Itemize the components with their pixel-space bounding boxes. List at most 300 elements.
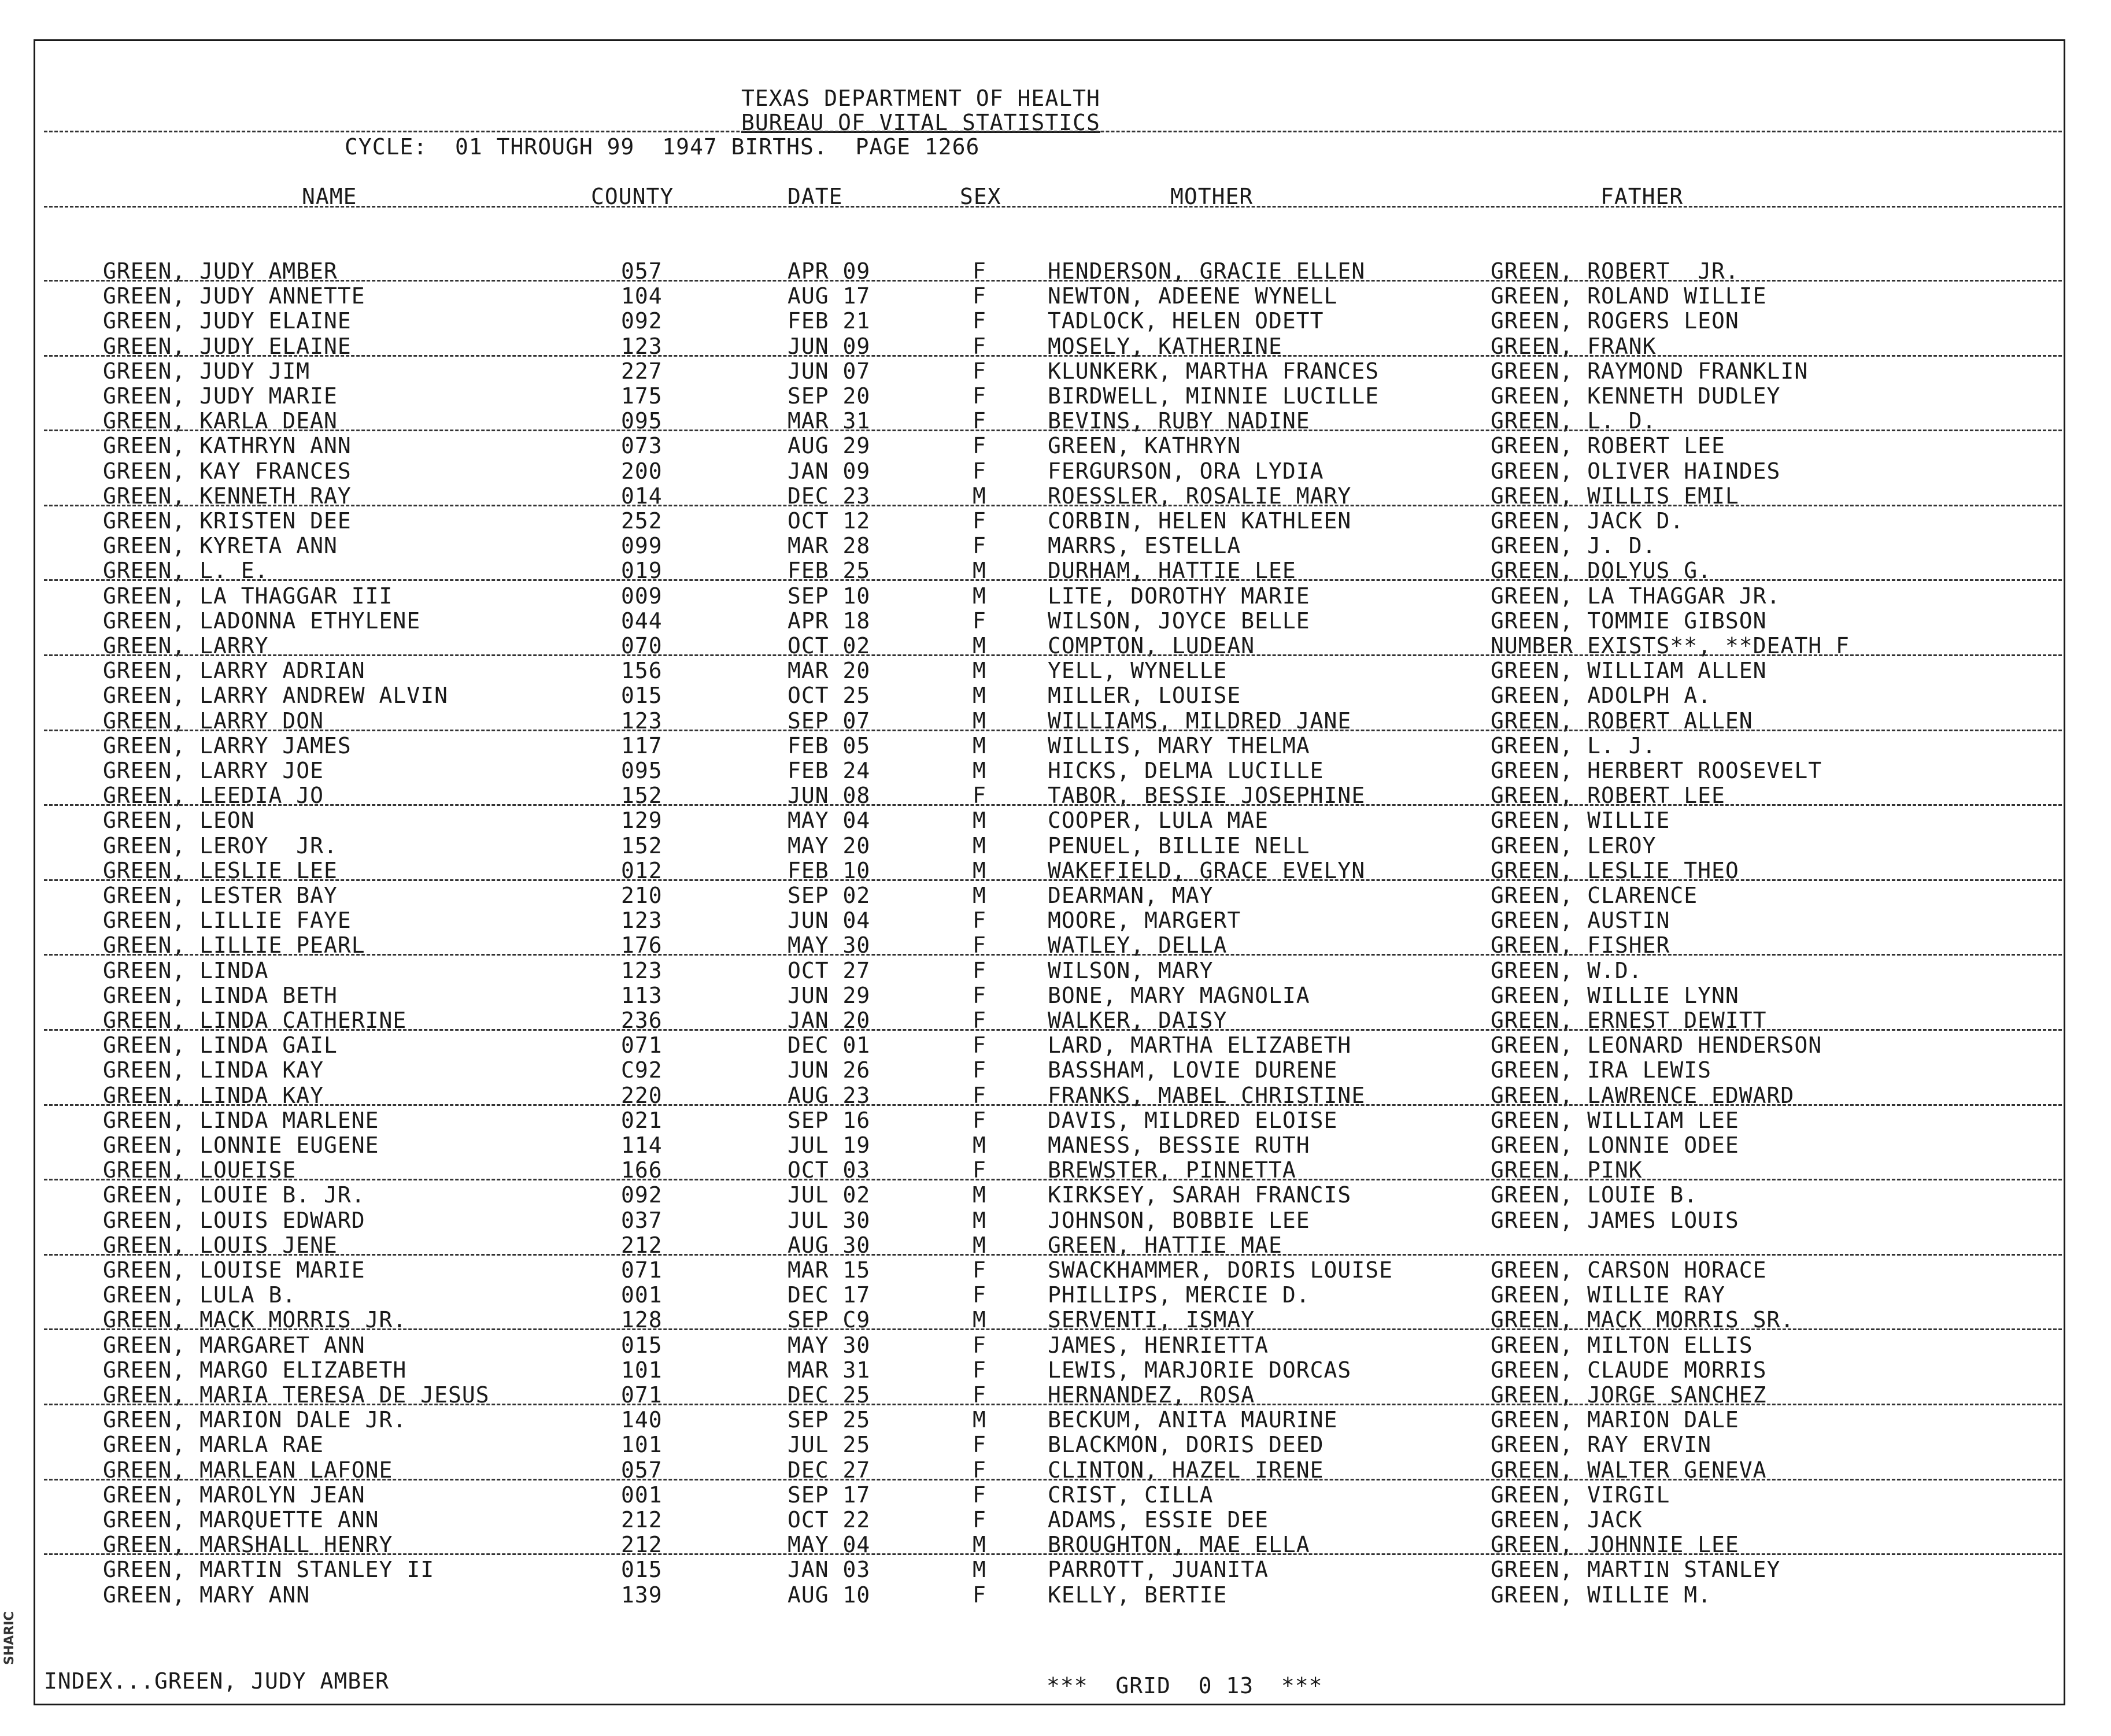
row-rule (44, 579, 2062, 581)
record-mother: MILLER, LOUISE (1048, 683, 1241, 709)
col-name-header: NAME (302, 184, 357, 209)
record-name: GREEN, LESLIE LEE (103, 857, 338, 883)
record-mother: SWACKHAMMER, DORIS LOUISE (1048, 1257, 1393, 1283)
record-date: MAR 20 (788, 658, 871, 684)
record-row (0, 808, 2111, 833)
record-mother: WILSON, MARY (1048, 957, 1214, 983)
record-name: GREEN, LINDA KAY (103, 1057, 324, 1083)
record-father: GREEN, IRA LEWIS (1491, 1057, 1712, 1083)
record-date: JUN 26 (788, 1057, 871, 1083)
record-county: 070 (621, 633, 663, 658)
record-county: 123 (621, 708, 663, 734)
record-sex: M (973, 1182, 986, 1208)
record-sex: F (973, 908, 986, 934)
record-date: OCT 22 (788, 1507, 871, 1533)
record-county: 166 (621, 1157, 663, 1183)
record-date: DEC 17 (788, 1282, 871, 1308)
record-sex: F (973, 1357, 986, 1383)
record-father: GREEN, LESLIE THEO (1491, 857, 1739, 883)
record-name: GREEN, MARY ANN (103, 1582, 310, 1608)
record-father: GREEN, ROBERT LEE (1491, 433, 1725, 459)
record-county: 212 (621, 1232, 663, 1258)
row-rule (44, 654, 2062, 656)
record-father: GREEN, WILLIE RAY (1491, 1282, 1725, 1308)
record-date: SEP 02 (788, 883, 871, 908)
record-sex: F (973, 1107, 986, 1133)
record-name: GREEN, KRISTEN DEE (103, 508, 352, 534)
row-rule (44, 1553, 2062, 1555)
record-mother: BROUGHTON, MAE ELLA (1048, 1532, 1310, 1558)
record-father: GREEN, MILTON ELLIS (1491, 1332, 1753, 1358)
record-row (0, 384, 2111, 409)
record-county: 057 (621, 258, 663, 284)
record-date: AUG 17 (788, 283, 871, 309)
record-father: GREEN, J. D. (1491, 533, 1657, 559)
record-mother: HERNANDEZ, ROSA (1048, 1382, 1255, 1408)
record-mother: KIRKSEY, SARAH FRANCIS (1048, 1182, 1352, 1208)
record-father: GREEN, LOUIE B. (1491, 1182, 1698, 1208)
record-county: 073 (621, 433, 663, 459)
record-mother: SERVENTI, ISMAY (1048, 1307, 1255, 1333)
row-rule (44, 1029, 2062, 1031)
record-sex: F (973, 1057, 986, 1083)
row-rule (44, 730, 2062, 731)
record-date: SEP 10 (788, 583, 871, 609)
record-mother: KLUNKERK, MARTHA FRANCES (1048, 358, 1380, 384)
record-father: GREEN, ROBERT JR. (1491, 258, 1739, 284)
record-row (0, 1133, 2111, 1158)
record-sex: M (973, 1207, 986, 1233)
record-name: GREEN, MARION DALE JR. (103, 1407, 407, 1433)
record-sex: F (973, 283, 986, 309)
record-father: GREEN, WALTER GENEVA (1491, 1457, 1767, 1483)
record-father: GREEN, MARION DALE (1491, 1407, 1739, 1433)
record-father: GREEN, LAWRENCE EDWARD (1491, 1082, 1795, 1108)
record-sex: F (973, 957, 986, 983)
record-father: GREEN, W.D. (1491, 957, 1643, 983)
record-father: GREEN, HERBERT ROOSEVELT (1491, 758, 1822, 783)
record-county: 092 (621, 1182, 663, 1208)
record-county: 071 (621, 1382, 663, 1408)
record-sex: F (973, 508, 986, 534)
header-line2: BUREAU OF VITAL STATISTICS (741, 110, 1100, 135)
record-date: AUG 29 (788, 433, 871, 459)
record-county: 152 (621, 783, 663, 809)
record-date: MAY 04 (788, 1532, 871, 1558)
record-name: GREEN, LINDA (103, 957, 269, 983)
record-mother: GREEN, HATTIE MAE (1048, 1232, 1282, 1258)
record-county: 071 (621, 1257, 663, 1283)
record-row (0, 908, 2111, 933)
record-name: GREEN, KARLA DEAN (103, 408, 338, 434)
record-county: 236 (621, 1008, 663, 1033)
record-sex: F (973, 1457, 986, 1483)
record-mother: NEWTON, ADEENE WYNELL (1048, 283, 1338, 309)
record-row (0, 1033, 2111, 1058)
record-sex: M (973, 683, 986, 709)
record-name: GREEN, LARRY DON (103, 708, 324, 734)
record-county: 156 (621, 658, 663, 684)
record-father: GREEN, JOHNNIE LEE (1491, 1532, 1739, 1558)
record-mother: COMPTON, LUDEAN (1048, 633, 1255, 658)
record-county: 101 (621, 1432, 663, 1458)
record-date: JUN 08 (788, 783, 871, 809)
record-date: MAY 04 (788, 808, 871, 834)
record-date: MAY 20 (788, 832, 871, 858)
record-county: 220 (621, 1082, 663, 1108)
record-father: NUMBER EXISTS**, **DEATH F (1491, 633, 1850, 658)
record-date: APR 18 (788, 608, 871, 634)
record-father: GREEN, L. J. (1491, 732, 1657, 758)
record-father: GREEN, VIRGIL (1491, 1482, 1670, 1508)
record-father: GREEN, WILLIAM ALLEN (1491, 658, 1767, 684)
record-sex: F (973, 1032, 986, 1058)
record-date: SEP 25 (788, 1407, 871, 1433)
record-row (0, 883, 2111, 908)
record-county: 019 (621, 558, 663, 584)
record-father: GREEN, DOLYUS G. (1491, 558, 1712, 584)
record-row (0, 683, 2111, 708)
record-sex: F (973, 1332, 986, 1358)
record-sex: F (973, 1257, 986, 1283)
row-rule (44, 1328, 2062, 1330)
record-county: C92 (621, 1057, 663, 1083)
record-mother: BLACKMON, DORIS DEED (1048, 1432, 1324, 1458)
record-county: 114 (621, 1132, 663, 1158)
record-date: JUL 02 (788, 1182, 871, 1208)
record-father: GREEN, FRANK (1491, 333, 1657, 359)
record-name: GREEN, LEON (103, 808, 255, 834)
row-rule (44, 355, 2062, 357)
record-sex: F (973, 458, 986, 484)
record-name: GREEN, MARGO ELIZABETH (103, 1357, 407, 1383)
record-date: FEB 10 (788, 857, 871, 883)
record-county: 001 (621, 1282, 663, 1308)
record-row (0, 1483, 2111, 1508)
record-name: GREEN, LARRY JOE (103, 758, 324, 783)
record-name: GREEN, LADONNA ETHYLENE (103, 608, 421, 634)
record-mother: HICKS, DELMA LUCILLE (1048, 758, 1324, 783)
record-date: DEC 23 (788, 483, 871, 509)
record-sex: M (973, 732, 986, 758)
record-name: GREEN, MACK MORRIS JR. (103, 1307, 407, 1333)
col-mother-header: MOTHER (1170, 184, 1254, 209)
record-county: 123 (621, 333, 663, 359)
record-county: 212 (621, 1507, 663, 1533)
record-mother: BECKUM, ANITA MAURINE (1048, 1407, 1338, 1433)
record-row (0, 309, 2111, 334)
record-row (0, 1333, 2111, 1358)
record-name: GREEN, LOUIS JENE (103, 1232, 338, 1258)
record-mother: BEVINS, RUBY NADINE (1048, 408, 1310, 434)
record-mother: BIRDWELL, MINNIE LUCILLE (1048, 383, 1380, 409)
record-county: 175 (621, 383, 663, 409)
record-sex: F (973, 358, 986, 384)
side-tag: SHARIC (2, 1611, 17, 1665)
record-father: GREEN, LA THAGGAR JR. (1491, 583, 1781, 609)
record-mother: FERGURSON, ORA LYDIA (1048, 458, 1324, 484)
record-name: GREEN, JUDY MARIE (103, 383, 338, 409)
record-sex: F (973, 408, 986, 434)
record-name: GREEN, JUDY AMBER (103, 258, 338, 284)
record-date: OCT 25 (788, 683, 871, 709)
record-date: MAY 30 (788, 1332, 871, 1358)
record-date: JUN 04 (788, 908, 871, 934)
record-name: GREEN, MAROLYN JEAN (103, 1482, 365, 1508)
record-date: JUL 19 (788, 1132, 871, 1158)
record-father: GREEN, WILLIE M. (1491, 1582, 1712, 1608)
record-county: 117 (621, 732, 663, 758)
record-name: GREEN, LARRY JAMES (103, 732, 352, 758)
record-county: 095 (621, 408, 663, 434)
record-row (0, 758, 2111, 783)
record-father: GREEN, CARSON HORACE (1491, 1257, 1767, 1283)
record-mother: TABOR, BESSIE JOSEPHINE (1048, 783, 1366, 809)
record-father: GREEN, MACK MORRIS SR. (1491, 1307, 1795, 1333)
record-mother: DURHAM, HATTIE LEE (1048, 558, 1296, 584)
record-county: 210 (621, 883, 663, 908)
record-mother: WAKEFIELD, GRACE EVELYN (1048, 857, 1366, 883)
record-date: MAR 15 (788, 1257, 871, 1283)
record-row (0, 509, 2111, 534)
record-row (0, 1208, 2111, 1233)
record-mother: MOORE, MARGERT (1048, 908, 1241, 934)
record-date: JAN 09 (788, 458, 871, 484)
record-name: GREEN, MARGARET ANN (103, 1332, 365, 1358)
record-sex: M (973, 583, 986, 609)
record-county: 099 (621, 533, 663, 559)
record-father: GREEN, WILLIE LYNN (1491, 982, 1739, 1008)
record-sex: F (973, 783, 986, 809)
record-row (0, 658, 2111, 683)
record-name: GREEN, MARLEAN LAFONE (103, 1457, 393, 1483)
record-date: AUG 23 (788, 1082, 871, 1108)
record-name: GREEN, KYRETA ANN (103, 533, 338, 559)
record-sex: F (973, 258, 986, 284)
record-sex: M (973, 1407, 986, 1433)
record-county: 113 (621, 982, 663, 1008)
record-mother: BASSHAM, LOVIE DURENE (1048, 1057, 1338, 1083)
record-name: GREEN, LINDA MARLENE (103, 1107, 379, 1133)
record-county: 057 (621, 1457, 663, 1483)
record-sex: M (973, 708, 986, 734)
col-sex-header: SEX (960, 184, 1001, 209)
record-sex: M (973, 558, 986, 584)
record-date: OCT 02 (788, 633, 871, 658)
record-date: SEP 17 (788, 1482, 871, 1508)
record-date: SEP 20 (788, 383, 871, 409)
record-date: MAY 30 (788, 932, 871, 958)
record-father: GREEN, WILLIAM LEE (1491, 1107, 1739, 1133)
row-rule (44, 505, 2062, 506)
record-date: OCT 03 (788, 1157, 871, 1183)
record-date: JAN 20 (788, 1008, 871, 1033)
record-county: 044 (621, 608, 663, 634)
record-name: GREEN, LILLIE FAYE (103, 908, 352, 934)
record-name: GREEN, LOUIE B. JR. (103, 1182, 365, 1208)
footer-index: INDEX...GREEN, JUDY AMBER (44, 1668, 389, 1694)
record-date: JUN 29 (788, 982, 871, 1008)
record-date: JUN 09 (788, 333, 871, 359)
record-mother: GREEN, KATHRYN (1048, 433, 1241, 459)
record-sex: M (973, 1532, 986, 1558)
record-father: GREEN, AUSTIN (1491, 908, 1670, 934)
record-date: FEB 21 (788, 308, 871, 334)
record-row (0, 834, 2111, 858)
record-mother: HENDERSON, GRACIE ELLEN (1048, 258, 1366, 284)
record-mother: YELL, WYNELLE (1048, 658, 1228, 684)
record-name: GREEN, JUDY ELAINE (103, 308, 352, 334)
record-father: GREEN, ERNEST DEWITT (1491, 1008, 1767, 1033)
record-sex: F (973, 1432, 986, 1458)
record-father: GREEN, JACK D. (1491, 508, 1684, 534)
record-row (0, 1408, 2111, 1433)
row-rule (44, 804, 2062, 806)
record-sex: M (973, 658, 986, 684)
record-date: AUG 30 (788, 1232, 871, 1258)
record-father: GREEN, LEONARD HENDERSON (1491, 1032, 1822, 1058)
record-sex: M (973, 1557, 986, 1583)
record-date: JUL 30 (788, 1207, 871, 1233)
record-date: DEC 27 (788, 1457, 871, 1483)
record-mother: WILLIS, MARY THELMA (1048, 732, 1310, 758)
record-father: GREEN, FISHER (1491, 932, 1670, 958)
record-mother: WATLEY, DELLA (1048, 932, 1228, 958)
record-county: 128 (621, 1307, 663, 1333)
record-mother: MARRS, ESTELLA (1048, 533, 1241, 559)
row-rule (44, 1254, 2062, 1256)
record-name: GREEN, JUDY ELAINE (103, 333, 352, 359)
record-father: GREEN, ROBERT LEE (1491, 783, 1725, 809)
record-date: OCT 12 (788, 508, 871, 534)
record-county: 104 (621, 283, 663, 309)
record-mother: PARROTT, JUANITA (1048, 1557, 1269, 1583)
record-father: GREEN, JORGE SANCHEZ (1491, 1382, 1767, 1408)
record-mother: DEARMAN, MAY (1048, 883, 1214, 908)
row-rule (44, 280, 2062, 282)
record-county: 123 (621, 957, 663, 983)
record-sex: M (973, 483, 986, 509)
record-county: 021 (621, 1107, 663, 1133)
record-row (0, 1358, 2111, 1383)
record-date: DEC 01 (788, 1032, 871, 1058)
record-sex: F (973, 1507, 986, 1533)
record-name: GREEN, LARRY ADRIAN (103, 658, 365, 684)
record-father: GREEN, WILLIE (1491, 808, 1670, 834)
record-sex: F (973, 333, 986, 359)
record-date: FEB 25 (788, 558, 871, 584)
record-sex: F (973, 982, 986, 1008)
record-county: 015 (621, 1557, 663, 1583)
record-sex: F (973, 1382, 986, 1408)
record-sex: F (973, 1008, 986, 1033)
record-date: MAR 31 (788, 1357, 871, 1383)
record-row (0, 609, 2111, 634)
row-rule (44, 1179, 2062, 1180)
record-father: GREEN, ROGERS LEON (1491, 308, 1739, 334)
record-name: GREEN, JUDY JIM (103, 358, 310, 384)
record-father: GREEN, WILLIS EMIL (1491, 483, 1739, 509)
record-father: GREEN, TOMMIE GIBSON (1491, 608, 1767, 634)
record-name: GREEN, KENNETH RAY (103, 483, 352, 509)
record-sex: F (973, 1482, 986, 1508)
record-sex: M (973, 633, 986, 658)
record-mother: BREWSTER, PINNETTA (1048, 1157, 1296, 1183)
record-name: GREEN, LULA B. (103, 1282, 297, 1308)
record-name: GREEN, MARIA TERESA DE JESUS (103, 1382, 490, 1408)
record-row (0, 734, 2111, 758)
record-name: GREEN, MARLA RAE (103, 1432, 324, 1458)
record-row (0, 1108, 2111, 1133)
record-mother: ROESSLER, ROSALIE MARY (1048, 483, 1352, 509)
record-father: GREEN, OLIVER HAINDES (1491, 458, 1781, 484)
record-father: GREEN, JAMES LOUIS (1491, 1207, 1739, 1233)
record-county: 176 (621, 932, 663, 958)
record-county: 123 (621, 908, 663, 934)
record-date: MAR 28 (788, 533, 871, 559)
record-mother: LEWIS, MARJORIE DORCAS (1048, 1357, 1352, 1383)
record-county: 139 (621, 1582, 663, 1608)
record-mother: CRIST, CILLA (1048, 1482, 1214, 1508)
record-mother: BONE, MARY MAGNOLIA (1048, 982, 1310, 1008)
record-father: GREEN, JACK (1491, 1507, 1643, 1533)
col-date-header: DATE (788, 184, 843, 209)
record-name: GREEN, LARRY (103, 633, 269, 658)
record-date: SEP C9 (788, 1307, 871, 1333)
record-county: 227 (621, 358, 663, 384)
record-name: GREEN, JUDY ANNETTE (103, 283, 365, 309)
record-row (0, 534, 2111, 558)
record-name: GREEN, KATHRYN ANN (103, 433, 352, 459)
record-sex: F (973, 1157, 986, 1183)
record-father: GREEN, PINK (1491, 1157, 1643, 1183)
record-name: GREEN, LOUEISE (103, 1157, 297, 1183)
record-sex: F (973, 1082, 986, 1108)
record-sex: F (973, 308, 986, 334)
record-date: SEP 07 (788, 708, 871, 734)
record-mother: PHILLIPS, MERCIE D. (1048, 1282, 1310, 1308)
col-county-header: COUNTY (591, 184, 674, 209)
record-sex: F (973, 383, 986, 409)
record-county: 015 (621, 1332, 663, 1358)
record-row (0, 1183, 2111, 1208)
record-father: GREEN, L. D. (1491, 408, 1657, 434)
record-county: 001 (621, 1482, 663, 1508)
record-county: 009 (621, 583, 663, 609)
record-name: GREEN, L. E. (103, 558, 269, 584)
record-row (0, 584, 2111, 609)
record-sex: F (973, 433, 986, 459)
record-row (0, 434, 2111, 458)
record-name: GREEN, LINDA KAY (103, 1082, 324, 1108)
record-sex: M (973, 857, 986, 883)
record-row (0, 958, 2111, 983)
record-mother: JOHNSON, BOBBIE LEE (1048, 1207, 1310, 1233)
record-name: GREEN, KAY FRANCES (103, 458, 352, 484)
record-county: 071 (621, 1032, 663, 1058)
record-mother: LARD, MARTHA ELIZABETH (1048, 1032, 1352, 1058)
record-name: GREEN, LOUIS EDWARD (103, 1207, 365, 1233)
footer-grid: *** GRID 0 13 *** (1047, 1673, 1323, 1698)
record-sex: M (973, 883, 986, 908)
record-father: GREEN, ROBERT ALLEN (1491, 708, 1753, 734)
record-name: GREEN, MARSHALL HENRY (103, 1532, 393, 1558)
record-date: APR 09 (788, 258, 871, 284)
record-father: GREEN, ADOLPH A. (1491, 683, 1712, 709)
record-county: 152 (621, 832, 663, 858)
record-mother: CORBIN, HELEN KATHLEEN (1048, 508, 1352, 534)
record-name: GREEN, LARRY ANDREW ALVIN (103, 683, 448, 709)
